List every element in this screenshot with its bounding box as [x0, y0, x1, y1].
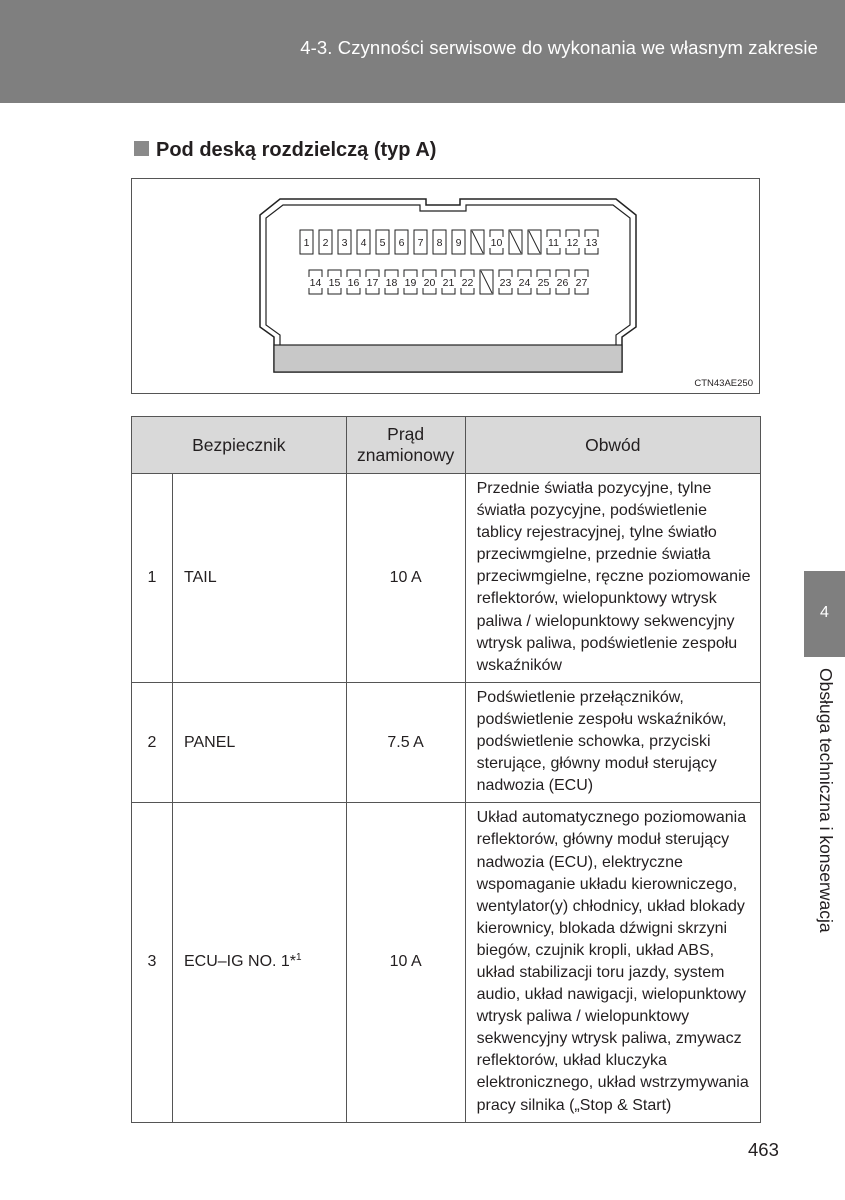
fuse-slot-label: 21 [442, 277, 455, 289]
fuse-slot-label: 27 [575, 277, 588, 289]
circuit-line: wtrysk paliwa / wielopunktowy [476, 1008, 690, 1026]
fuse-slot-label: 17 [366, 277, 379, 289]
fuse-number: 2 [132, 682, 173, 802]
table-row [132, 682, 761, 802]
fuse-slot-label: 25 [537, 277, 550, 289]
fuse-box-drawing [132, 179, 759, 393]
section-title: Pod deską rozdzielczą (typ A) [156, 139, 437, 161]
fuse-slot-label: 26 [556, 277, 569, 289]
fuse-slot [300, 230, 313, 254]
fuse-slot [319, 230, 332, 254]
fuse-name-text: PANEL [184, 733, 236, 751]
circuit-line: przeciwmgielne, ręczne poziomowanie [476, 568, 751, 586]
circuit-line: nadwozia (ECU) [476, 777, 594, 795]
fuse-slot-label: 6 [398, 237, 405, 249]
fuse-slot [498, 270, 513, 294]
blank-fuse-slot [509, 230, 522, 254]
circuit-line: wentylator(y) chłodnicy, układ blokady [476, 897, 745, 915]
circuit-line: podświetlenie schowka, przyciski [476, 733, 711, 751]
circuit-line: kierownicy, blokada dźwigni skrzyni [476, 919, 728, 937]
circuit-line: światła pozycyjne, podświetlenie [476, 502, 707, 520]
fuse-slot [517, 270, 532, 294]
fuse-table-body [132, 474, 761, 1123]
fuse-slot-label: 22 [461, 277, 474, 289]
fuse-number: 3 [132, 803, 173, 1122]
table-header-row [132, 417, 761, 474]
fuse-slot-label: 1 [303, 237, 310, 249]
chapter-number: 4 [820, 604, 829, 621]
table-row [132, 803, 761, 1122]
fuse-box-diagram [131, 178, 760, 394]
fuse-rating: 7.5 A [346, 682, 465, 802]
fuse-slot-label: 11 [548, 237, 559, 249]
fuse-circuit [465, 682, 760, 802]
table-row [132, 474, 761, 683]
fuse-name [173, 803, 347, 1122]
circuit-line: wtrysk paliwa, podświetlenie zespołu [476, 634, 738, 652]
fuse-slot-label: 10 [490, 237, 503, 249]
fuse-slot-label: 5 [379, 237, 386, 249]
header-fuse: Bezpiecznik [132, 417, 347, 474]
circuit-line: reflektorów, układ kluczyka [476, 1052, 667, 1070]
circuit-line: tablicy rejestracyjnej, tylne światło [476, 524, 717, 542]
blank-fuse-slot [528, 230, 541, 254]
fuse-slot [403, 270, 418, 294]
circuit-line: wspomaganie układu kierowniczego, [476, 875, 738, 893]
fuse-slot [384, 270, 399, 294]
fuse-slot [308, 270, 323, 294]
blank-fuse-slot [471, 230, 484, 254]
header-rating [346, 417, 465, 474]
fuse-number: 1 [132, 474, 173, 683]
fuse-rating: 10 A [346, 803, 465, 1122]
circuit-line: elektronicznego, układ wstrzymywania [476, 1074, 749, 1092]
fuse-slot [584, 230, 599, 254]
fuse-name [173, 682, 347, 802]
fuse-name [173, 474, 347, 683]
circuit-line: Przednie światła pozycyjne, tylne [476, 480, 712, 497]
fuse-slot [574, 270, 589, 294]
fuse-slot-label: 15 [328, 277, 341, 289]
circuit-line: paliwa / wielopunktowy sekwencyjny [476, 612, 735, 630]
fuse-slot [452, 230, 465, 254]
circuit-line: sekwencyjny wtrysk paliwa, zmywacz [476, 1030, 742, 1048]
fuse-slot-label: 9 [455, 237, 462, 249]
circuit-line: wskaźników [476, 656, 562, 674]
fuse-table [131, 416, 761, 1123]
fuse-slot-label: 18 [385, 277, 398, 289]
chapter-tab [804, 571, 845, 657]
fuse-slot [536, 270, 551, 294]
fuse-slot-label: 23 [499, 277, 512, 289]
circuit-line: pracy silnika („Stop & Start) [476, 1096, 672, 1114]
fuse-slot [422, 270, 437, 294]
header-circuit: Obwód [465, 417, 760, 474]
header-rating-line2: znamionowy [356, 445, 455, 465]
circuit-line: reflektorów, wielopunktowy wtrysk [476, 590, 717, 608]
fuse-circuit [465, 803, 760, 1122]
circuit-line: reflektorów, główny moduł sterujący [476, 831, 730, 849]
fuse-slot [441, 270, 456, 294]
fuse-slot [327, 270, 342, 294]
fuse-slot [565, 230, 580, 254]
chapter-label: Obsługa techniczna i konserwacja [816, 668, 836, 933]
fuse-slots [300, 230, 599, 294]
page-number: 463 [748, 1139, 779, 1160]
diagram-code: CTN43AE250 [694, 378, 753, 389]
circuit-line: audio, układ nawigacji, wielopunktowy [476, 986, 747, 1004]
fuse-slot-label: 13 [585, 237, 598, 249]
fuse-slot [338, 230, 351, 254]
fuse-rating: 10 A [346, 474, 465, 683]
fuse-slot-label: 20 [423, 277, 436, 289]
fuse-slot-label: 14 [309, 277, 322, 289]
circuit-line: podświetlenie zespołu wskaźników, [476, 710, 727, 728]
fuse-slot [555, 270, 570, 294]
blank-fuse-slot [480, 270, 493, 294]
fuse-box-bottom-band [274, 345, 622, 372]
fuse-name-text: TAIL [184, 568, 217, 586]
circuit-line: Podświetlenie przełączników, [476, 688, 684, 706]
fuse-circuit [465, 474, 760, 683]
fuse-slot-label: 4 [360, 237, 367, 249]
fuse-slot [395, 230, 408, 254]
header-rating-line1: Prąd [387, 424, 425, 444]
fuse-slot [365, 270, 380, 294]
fuse-slot [414, 230, 427, 254]
circuit-line: przeciwmgielne, przednie światła [476, 546, 711, 564]
header-bar [0, 0, 845, 103]
chapter-title: 4-3. Czynności serwisowe do wykonania we własnym zakresie [300, 37, 818, 58]
circuit-line: sterujące, główny moduł sterujący [476, 755, 717, 773]
fuse-slot-label: 2 [322, 237, 329, 249]
fuse-slot [376, 230, 389, 254]
fuse-slot-label: 8 [436, 237, 443, 249]
circuit-line: biegów, czujnik kropli, układ ABS, [476, 941, 715, 959]
fuse-slot-label: 3 [341, 237, 348, 249]
footnote-marker: 1 [296, 952, 302, 964]
fuse-slot-label: 7 [417, 237, 424, 249]
section-heading [134, 139, 436, 162]
fuse-slot [346, 270, 361, 294]
circuit-line: układ stabilizacji toru jazdy, system [476, 963, 725, 981]
fuse-slot [489, 230, 504, 254]
fuse-slot [433, 230, 446, 254]
fuse-name-text: ECU–IG NO. 1* [184, 953, 297, 971]
fuse-slot [460, 270, 475, 294]
fuse-slot-label: 16 [347, 277, 360, 289]
fuse-slot-label: 12 [566, 237, 579, 249]
square-bullet-icon [134, 141, 149, 156]
circuit-line: nadwozia (ECU), elektryczne [476, 853, 683, 871]
fuse-slot-label: 19 [404, 277, 417, 289]
fuse-slot-label: 24 [518, 277, 531, 289]
fuse-slot [357, 230, 370, 254]
circuit-line: Układ automatycznego poziomowania [476, 809, 747, 827]
fuse-slot [546, 230, 561, 254]
